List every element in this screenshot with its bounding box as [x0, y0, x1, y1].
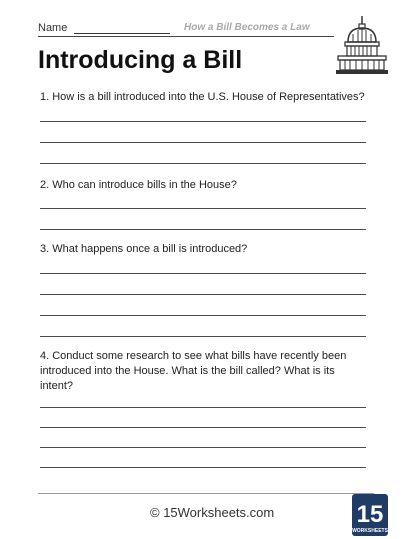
answer-line[interactable]: [40, 294, 366, 295]
logo-number: 15: [356, 501, 384, 528]
page-title: Introducing a Bill: [38, 46, 243, 74]
question-3: 3. What happens once a bill is introduced?: [40, 243, 248, 255]
answer-line[interactable]: [40, 121, 366, 122]
footer-rule: [38, 493, 374, 494]
answer-line[interactable]: [40, 336, 366, 337]
name-row: [38, 22, 170, 34]
answer-line[interactable]: [40, 407, 366, 408]
answer-line[interactable]: [40, 208, 366, 209]
worksheets-logo: [352, 494, 388, 536]
question-4: 4. Conduct some research to see what bills have recently been introduced into the House. What is the bill called? What is its intent?: [40, 350, 347, 392]
copyright-text: © 15Worksheets.com: [150, 505, 275, 520]
answer-line[interactable]: [40, 315, 366, 316]
question-1: 1. How is a bill introduced into the U.S. House of Representatives?: [40, 91, 365, 103]
answer-line[interactable]: [40, 163, 366, 164]
question-2: 2. Who can introduce bills in the House?: [40, 179, 237, 191]
answer-line[interactable]: [40, 142, 366, 143]
answer-line[interactable]: [40, 229, 366, 230]
name-field[interactable]: [74, 23, 170, 34]
worksheet-subject: How a Bill Becomes a Law: [184, 22, 310, 33]
name-label: Name: [38, 22, 68, 34]
header-rule: [38, 36, 334, 37]
answer-line[interactable]: [40, 447, 366, 448]
answer-line[interactable]: [40, 427, 366, 428]
capitol-building-icon: [336, 14, 388, 76]
answer-line[interactable]: [40, 467, 366, 468]
answer-line[interactable]: [40, 273, 366, 274]
logo-text: WORKSHEETS: [352, 528, 388, 534]
